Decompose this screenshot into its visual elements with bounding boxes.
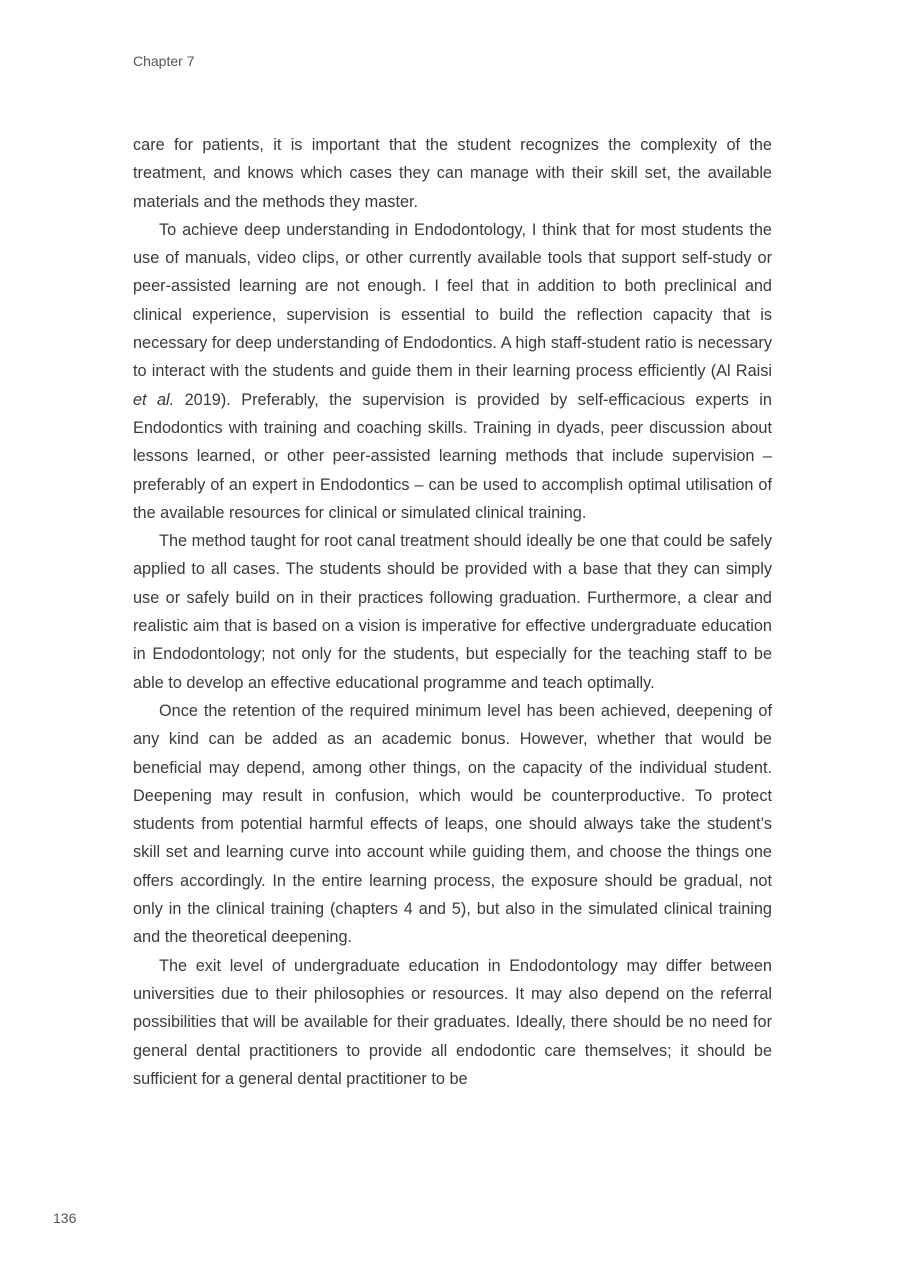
running-head-chapter: Chapter 7 [133, 53, 195, 69]
paragraph-2-part-1: To achieve deep understanding in Endodontology, I think that for most students the use of manuals, video clips, or other currently available tools that support self-study or peer-assisted learning are not enough. I feel that in addition to both preclinical and clinical experience, supervision is essential to build the reflection capacity that is necessary for deep understanding of Endodontics. A high staff-student ratio is necessary to interact with the students and guide them in their learning process efficiently (Al Raisi [133, 220, 772, 381]
paragraph-1: care for patients, it is important that the student recognizes the complexity of the treatment, and knows which cases they can manage with their skill set, the available materials and the methods they master. [133, 136, 772, 211]
paragraph-4: Once the retention of the required minimum level has been achieved, deepening of any kind can be added as an academic bonus. However, whether that would be beneficial may depend, among other things, on the capacity of the individual student. Deepening may result in confusion, which would be counterproductive. To protect students from potential harmful effects of leaps, one should always take the student’s skill set and learning curve into account while guiding them, and choose the things one offers accordingly. In the entire learning process, the exposure should be gradual, not only in the clinical training (chapters 4 and 5), but also in the simulated clinical training and the theoretical deepening. [133, 701, 772, 947]
citation-et-al: et al. [133, 390, 175, 409]
page-number: 136 [53, 1210, 77, 1226]
paragraph-5: The exit level of undergraduate education in Endodontology may differ between universities due to their philosophies or resources. It may also depend on the referral possibilities that will be available for their graduates. Ideally, there should be no need for general dental practitioners to provide all endodontic care themselves; it should be sufficient for a general dental practitioner to be [133, 956, 772, 1088]
paragraph-2 [133, 216, 772, 527]
body-text [133, 131, 772, 1093]
paragraph-2-part-2: 2019). Preferably, the supervision is provided by self-efficacious experts in Endodontics with training and coaching skills. Training in dyads, peer discussion about lessons learned, or other peer-assisted learning methods that include supervision – preferably of an expert in Endodontics – can be used to accomplish optimal utilisation of the available resources for clinical or simulated clinical training. [133, 390, 772, 522]
paragraph-3: The method taught for root canal treatment should ideally be one that could be safely applied to all cases. The students should be provided with a base that they can simply use or safely build on in their practices following graduation. Furthermore, a clear and realistic aim that is based on a vision is imperative for effective undergraduate education in Endodontology; not only for the students, but especially for the teaching staff to be able to develop an effective educational programme and teach optimally. [133, 532, 772, 692]
